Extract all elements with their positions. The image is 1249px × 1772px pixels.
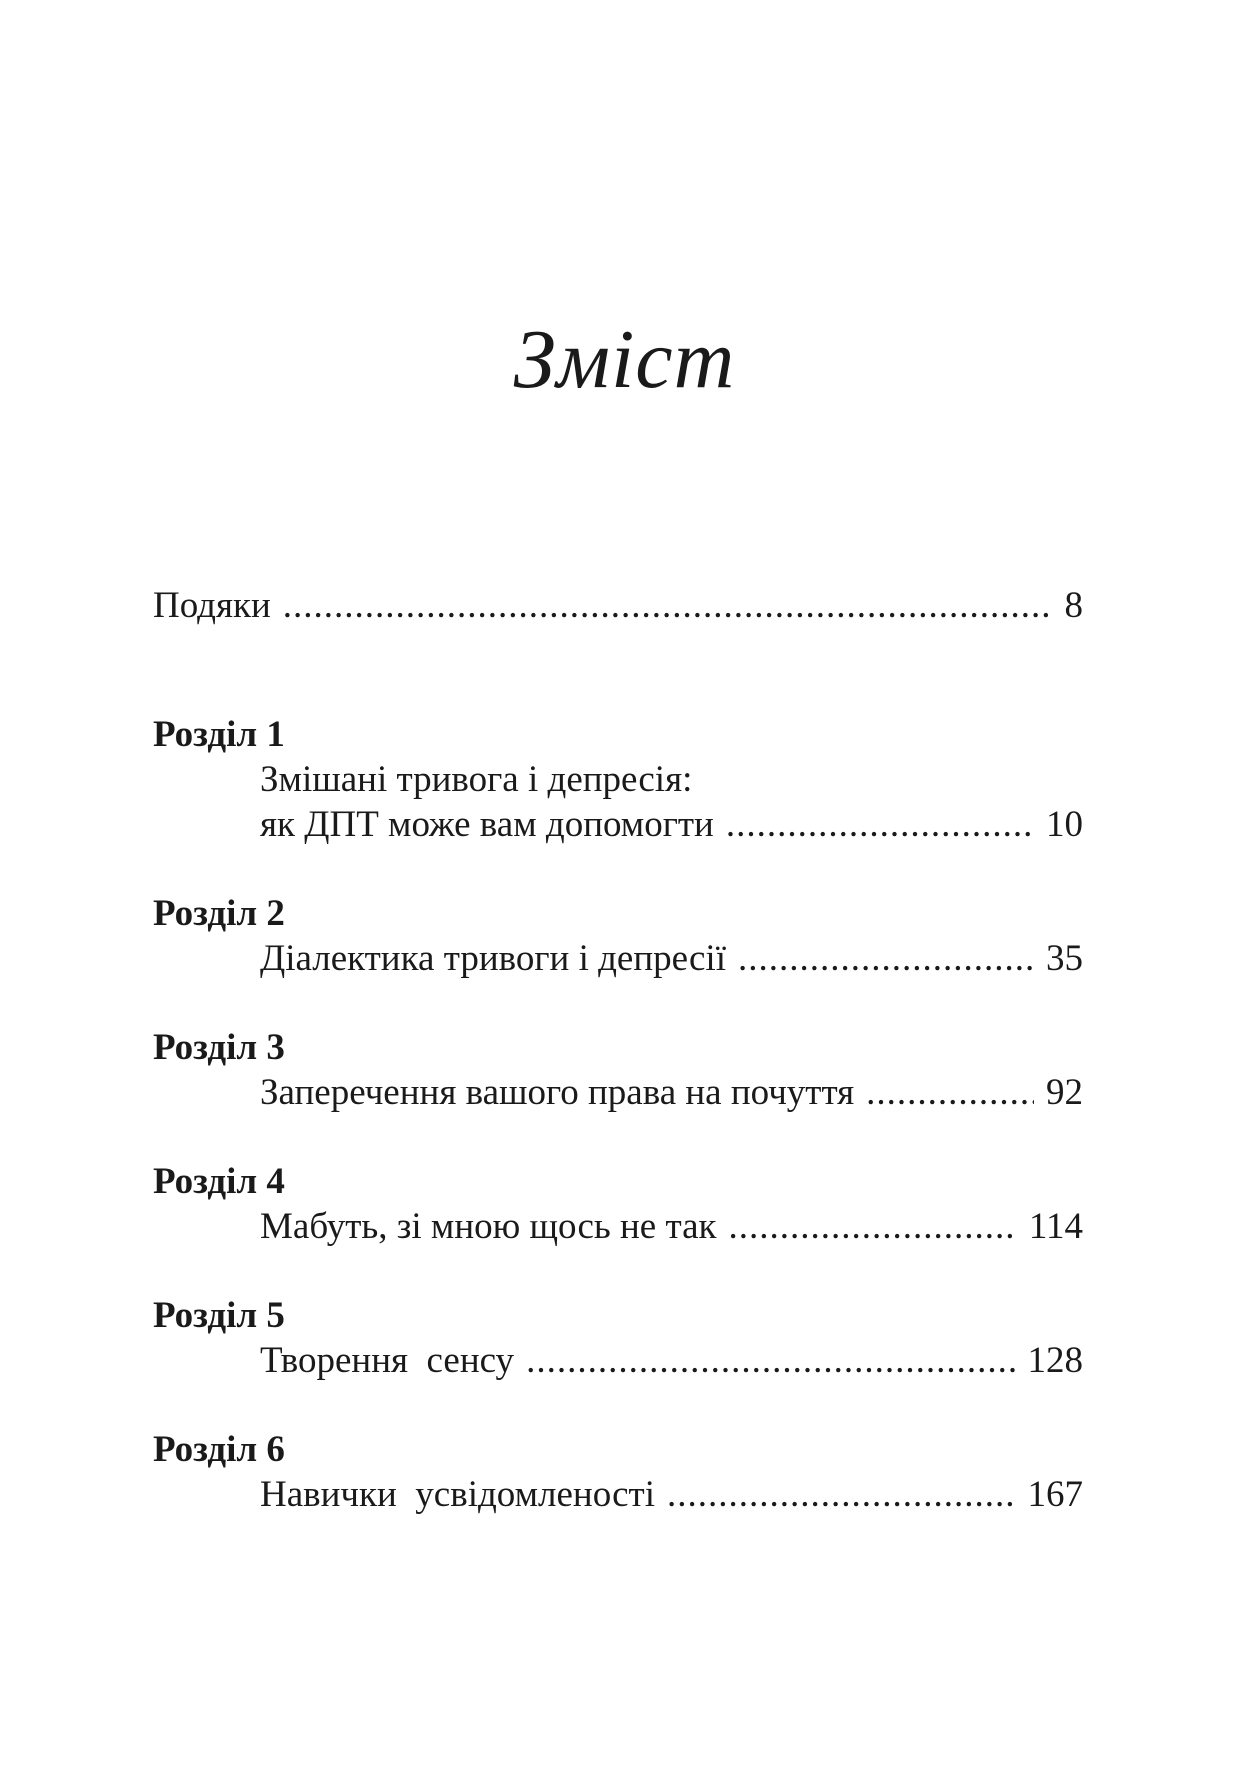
chapter-label: Розділ 3	[153, 1027, 285, 1068]
toc-entry-chapter-1[interactable]	[153, 712, 1083, 847]
chapter-label: Розділ 4	[153, 1161, 285, 1202]
chapter-label: Розділ 6	[153, 1429, 285, 1470]
dot-leader	[726, 802, 1034, 847]
chapter-label: Розділ 5	[153, 1295, 285, 1336]
page-title: Зміст	[513, 313, 736, 406]
dot-leader	[866, 1070, 1034, 1115]
dot-leader	[738, 936, 1034, 981]
toc-entry-title: Заперечення вашого права на почуття	[260, 1072, 855, 1113]
toc-entry-title: як ДПТ може вам допомогти	[260, 804, 714, 845]
toc-entry-chapter-6[interactable]	[153, 1427, 1083, 1517]
toc-entry-title: Навички усвідомленості	[260, 1474, 655, 1515]
toc-entry-title: Подяки	[153, 585, 271, 626]
dot-leader	[283, 583, 1053, 628]
toc-page-number: 114	[1028, 1206, 1083, 1247]
toc-entry-title: Мабуть, зі мною щось не так	[260, 1206, 717, 1247]
toc-entry-chapter-4[interactable]	[153, 1159, 1083, 1249]
toc-page-number: 128	[1027, 1340, 1083, 1381]
toc-page-number: 92	[1046, 1072, 1083, 1113]
dot-leader	[667, 1472, 1016, 1517]
toc-entry-title: Змішані тривога і депресія:	[260, 759, 693, 800]
toc-page-number: 35	[1046, 938, 1083, 979]
toc-entry-acknowledgements[interactable]	[153, 583, 1083, 628]
toc-page-number: 10	[1046, 804, 1083, 845]
toc-page-number: 167	[1027, 1474, 1083, 1515]
toc-entry-title: Творення сенсу	[260, 1340, 515, 1381]
toc-entry-chapter-5[interactable]	[153, 1293, 1083, 1383]
dot-leader	[728, 1204, 1016, 1249]
toc-entry-chapter-2[interactable]	[153, 891, 1083, 981]
chapter-label: Розділ 2	[153, 893, 285, 934]
toc-entry-chapter-3[interactable]	[153, 1025, 1083, 1115]
chapter-label: Розділ 1	[153, 714, 285, 755]
toc-page-number: 8	[1064, 585, 1083, 626]
toc-entry-title: Діалектика тривоги і депресії	[260, 938, 726, 979]
dot-leader	[526, 1338, 1015, 1383]
